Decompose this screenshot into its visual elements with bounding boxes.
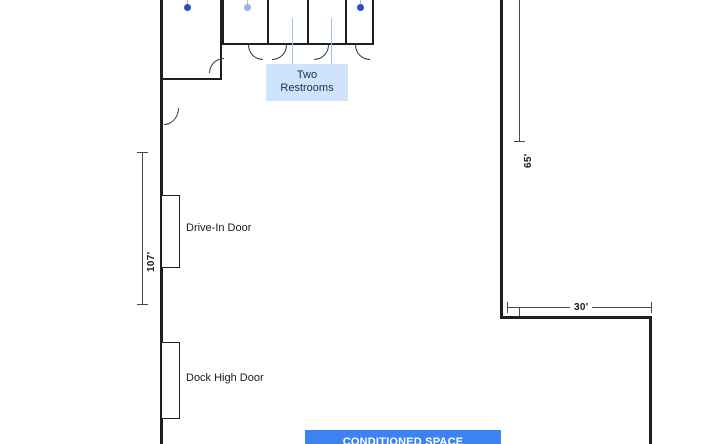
dimension-tick-bottom-right-right [651, 302, 652, 313]
door-swing-restroom-c [314, 45, 329, 60]
wall-restroom-block-bottom [222, 43, 374, 45]
dimension-label-right: 65' [523, 153, 534, 168]
dimension-line-right [519, 0, 520, 142]
wall-partition-2 [267, 0, 269, 45]
door-swing-office-entry [209, 58, 224, 73]
drive-in-door-label: Drive-In Door [186, 222, 252, 234]
restrooms-callout-line2: Restrooms [280, 82, 334, 94]
dimension-line-left [142, 152, 143, 304]
wall-partition-4 [345, 0, 347, 45]
wall-right-upper-vertical [500, 0, 503, 318]
wall-partition-5 [372, 0, 374, 45]
wall-right-lower-horizontal [500, 316, 652, 319]
wall-partition-3 [307, 0, 309, 45]
callout-leader-right [331, 18, 332, 64]
dock-high-door-label: Dock High Door [186, 372, 264, 384]
dimension-tick-bottom-right-left [507, 302, 508, 313]
callout-leader-left [292, 18, 293, 64]
restrooms-callout-line1: Two [296, 69, 318, 81]
dimension-tick-left-top [137, 152, 148, 153]
wall-left-jog-horizontal [160, 78, 222, 80]
door-swing-restroom-a [248, 45, 263, 60]
door-swing-restroom-b [272, 45, 287, 60]
restrooms-callout [266, 64, 348, 101]
dimension-tick-right-bottom [514, 141, 525, 142]
dimension-label-bottom-right: 30' [570, 302, 592, 313]
dimension-label-left: 107' [146, 251, 157, 272]
drive-in-door-opening [161, 195, 180, 268]
dock-high-door-opening [161, 342, 180, 419]
door-swing-left-wall [164, 108, 179, 125]
door-swing-restroom-d [355, 45, 370, 60]
wall-partition-1 [222, 0, 224, 45]
wall-far-right-vertical [649, 316, 652, 444]
conditioned-space-callout-label: CONDITIONED SPACE [342, 436, 464, 444]
dimension-connector-right [519, 308, 520, 316]
conditioned-space-callout [305, 430, 501, 444]
dimension-tick-left-bottom [137, 304, 148, 305]
